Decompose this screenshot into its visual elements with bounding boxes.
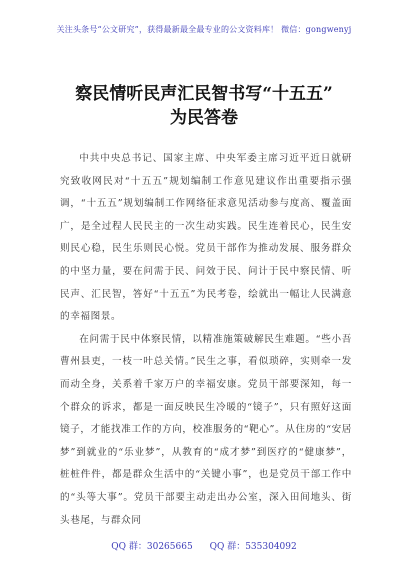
title-line-2: 为民答卷 [170,108,238,128]
body-paragraph-1: 中共中央总书记、国家主席、中央军委主席习近平近日就研究致收网民对“十五五”规划编制工作意见建议作出重要指示强调，“十五五”规划编制工作网络征求意见活动参与度高、覆盖面广，是全过程人民民主的一次生动实践。民生连着民心，民生安则民心稳，民生乐则民心悦。党员干部作为推动发展、服务群众的中坚力量，要在问需于民、问效于民、问计于民中察民情、听民声、汇民智，答好“十五五”为民考卷，绘就出一幅让人民满意的幸福图景。 [60,153,352,323]
body-paragraph-2: 在问需于民中体察民情，以精准施策破解民生难题。“些小吾曹州县吏，一枝一叶总关情。”民生之事，看似琐碎，实则牵一发而动全身，关系着千家万户的幸福安康。党员干部要深知，每一个群众的诉求，都是一面反映民生冷暖的“镜子”，只有照好这面镜子，才能找准工作的方向，校准服务的“靶心”。从住房的“安居梦”到就业的“乐业梦”，从教育的“成才梦”到医疗的“健康梦”，桩桩件件，都是群众生活中的“关键小事”，也是党员干部工作中的“头等大事”。党员干部要主动走出办公室，深入田间地头、街头巷尾，与群众同 [60,333,352,526]
footer-note [0,539,408,552]
footer-qq-group-1: QQ 群：30265665 [111,542,193,552]
title-line-1: 察民情听民声汇民智书写“十五五” [75,84,333,104]
document-title [0,82,408,130]
document-body [60,148,352,532]
header-note: 关注头条号“公文研究”，获得最新最全最专业的公文资料库！ 微信：gongwenyj [56,25,352,34]
footer-qq-group-2: QQ 群：535304092 [209,542,297,552]
